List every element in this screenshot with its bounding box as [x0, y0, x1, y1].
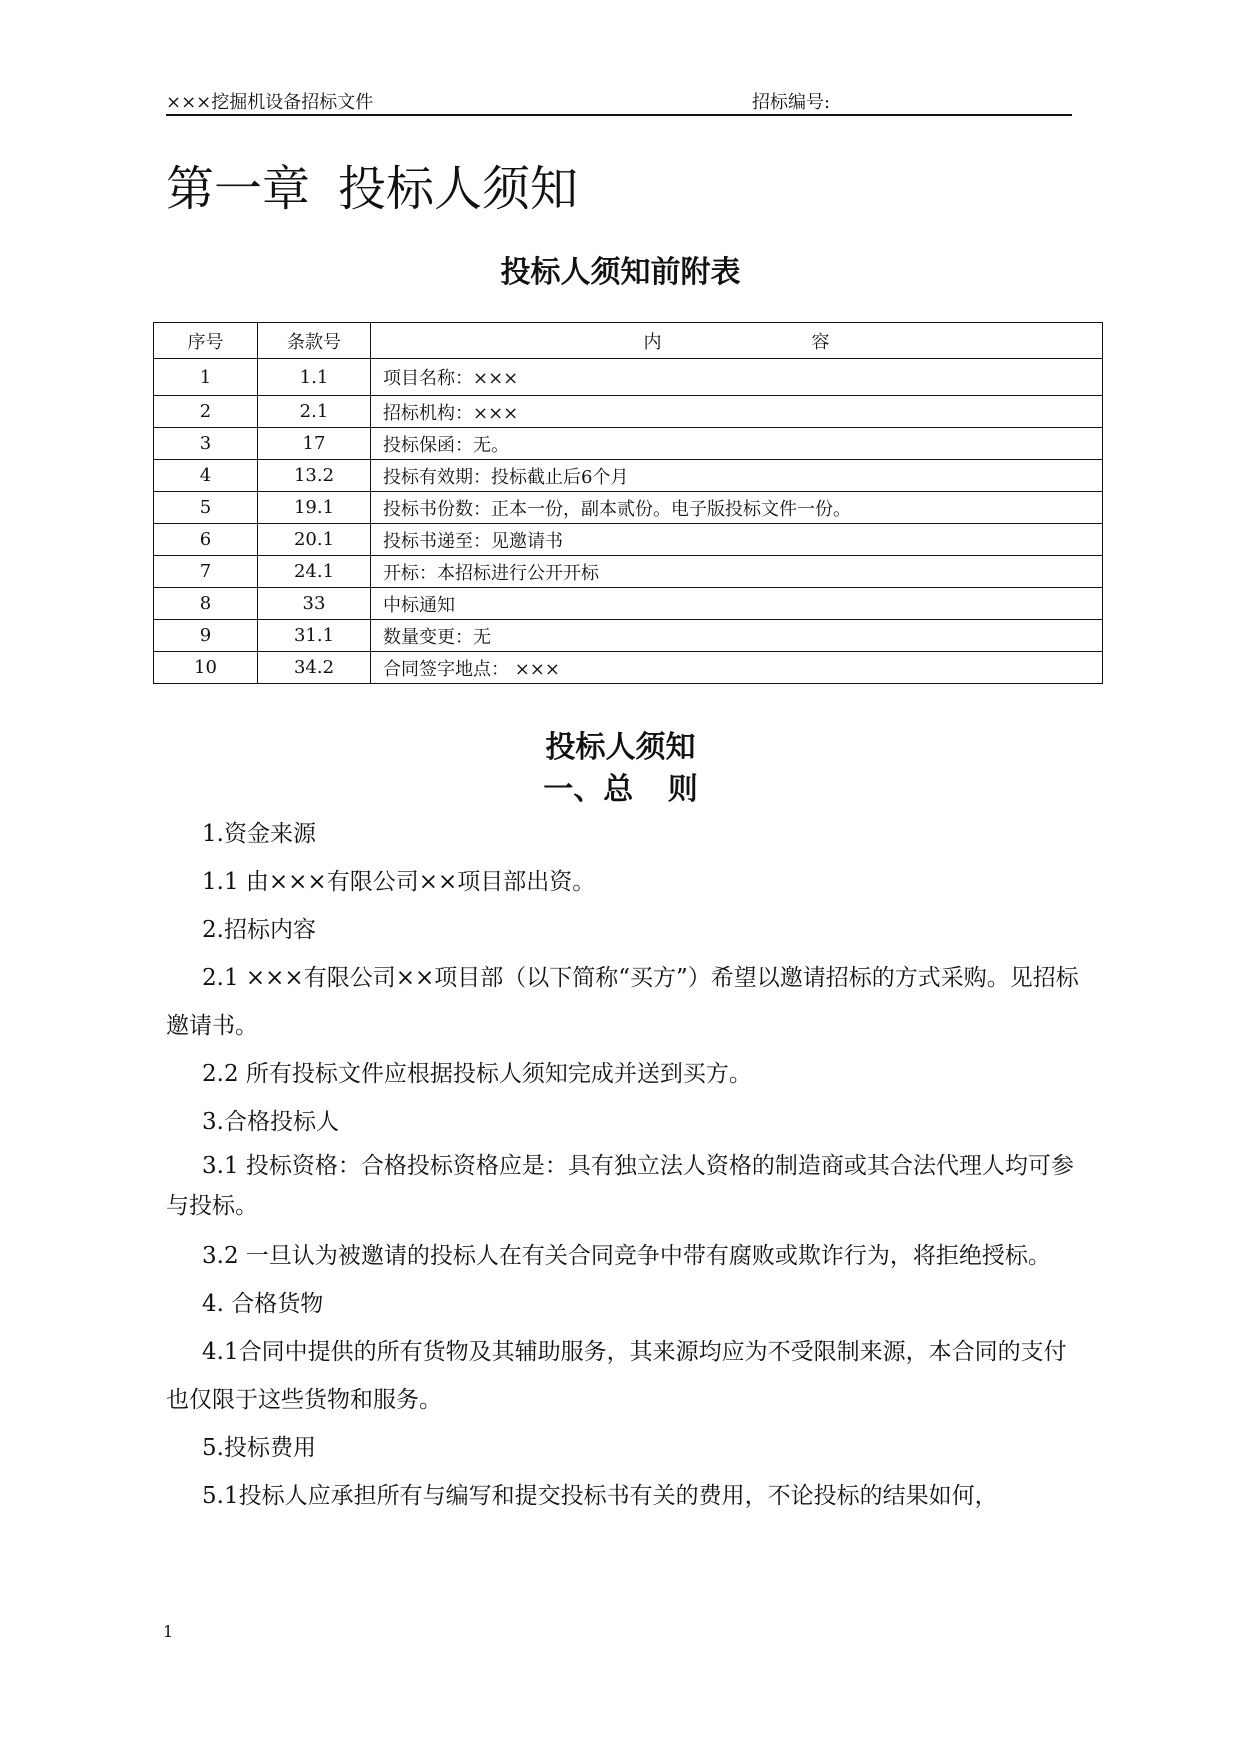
- row-seq: 1: [154, 359, 258, 396]
- table-row: [154, 359, 1103, 396]
- row-clause: 13.2: [258, 460, 371, 492]
- chapter-heading: [166, 150, 578, 219]
- table-row: [154, 428, 1103, 460]
- row-clause: 2.1: [258, 396, 371, 428]
- table-row: [154, 492, 1103, 524]
- row-content: 数量变更：无: [371, 620, 1103, 652]
- table-header-row: [154, 323, 1103, 359]
- row-seq: 6: [154, 524, 258, 556]
- paragraph: 4.1合同中提供的所有货物及其辅助服务，其来源均应为不受限制来源，本合同的支付也仅限于这些货物和服务。: [166, 1339, 1067, 1413]
- row-seq: 10: [154, 652, 258, 684]
- header-content: [371, 323, 1103, 359]
- row-content: 开标：本招标进行公开开标: [371, 556, 1103, 588]
- header-clause: 条款号: [258, 323, 371, 359]
- row-clause: 17: [258, 428, 371, 460]
- row-clause: 34.2: [258, 652, 371, 684]
- paragraph: 2.2 所有投标文件应根据投标人须知完成并送到买方。: [202, 1061, 752, 1087]
- table-row: [154, 524, 1103, 556]
- header-content-part-a: 内: [643, 331, 662, 353]
- row-clause: 24.1: [258, 556, 371, 588]
- body-text: [166, 810, 1082, 1520]
- paragraph: 4. 合格货物: [202, 1291, 324, 1317]
- row-content: 合同签字地点： ×××: [371, 652, 1103, 684]
- paragraph: 5.投标费用: [202, 1435, 316, 1461]
- paragraph: 3.合格投标人: [202, 1109, 339, 1135]
- page-header: [166, 84, 1072, 116]
- row-clause: 20.1: [258, 524, 371, 556]
- front-table: [153, 322, 1103, 684]
- row-content: 投标书份数：正本一份，副本贰份。电子版投标文件一份。: [371, 492, 1103, 524]
- row-seq: 5: [154, 492, 258, 524]
- row-seq: 2: [154, 396, 258, 428]
- row-content: 招标机构：×××: [371, 396, 1103, 428]
- header-content-part-b: 容: [811, 331, 830, 353]
- section-subtitle: 一、总 则: [543, 772, 698, 807]
- chapter-title: 投标人须知: [338, 161, 579, 217]
- row-content: 中标通知: [371, 588, 1103, 620]
- section-title: 投标人须知: [545, 730, 696, 765]
- paragraph: 3.1 投标资格：合格投标资格应是：具有独立法人资格的制造商或其合法代理人均可参与投标。: [166, 1153, 1074, 1219]
- paragraph: 1.资金来源: [202, 821, 316, 847]
- table-row: [154, 652, 1103, 684]
- row-clause: 31.1: [258, 620, 371, 652]
- paragraph: 5.1投标人应承担所有与编写和提交投标书有关的费用，不论投标的结果如何，: [202, 1483, 998, 1509]
- row-seq: 4: [154, 460, 258, 492]
- row-content: 投标书递至：见邀请书: [371, 524, 1103, 556]
- row-content: 项目名称：×××: [371, 359, 1103, 396]
- bid-number-label: 招标编号:: [752, 92, 831, 113]
- page-number: 1: [163, 1622, 174, 1641]
- table-title: 投标人须知前附表: [500, 255, 741, 290]
- row-content: 投标有效期：投标截止后6个月: [371, 460, 1103, 492]
- row-seq: 9: [154, 620, 258, 652]
- table-row: [154, 588, 1103, 620]
- paragraph: 1.1 由×××有限公司××项目部出资。: [202, 869, 596, 895]
- paragraph: 2.1 ×××有限公司××项目部（以下简称“买方”）希望以邀请招标的方式采购。见招标邀请书。: [166, 965, 1079, 1039]
- table-row: [154, 460, 1103, 492]
- row-content: 投标保函：无。: [371, 428, 1103, 460]
- header-seq: 序号: [154, 323, 258, 359]
- paragraph: 2.招标内容: [202, 917, 316, 943]
- chapter-number: 第一章: [166, 161, 311, 217]
- row-clause: 1.1: [258, 359, 371, 396]
- table-row: [154, 620, 1103, 652]
- table-row: [154, 396, 1103, 428]
- row-seq: 3: [154, 428, 258, 460]
- row-seq: 7: [154, 556, 258, 588]
- row-seq: 8: [154, 588, 258, 620]
- paragraph: 3.2 一旦认为被邀请的投标人在有关合同竞争中带有腐败或欺诈行为，将拒绝授标。: [202, 1243, 1051, 1269]
- row-clause: 19.1: [258, 492, 371, 524]
- document-title: ×××挖掘机设备招标文件: [166, 92, 374, 113]
- table-row: [154, 556, 1103, 588]
- row-clause: 33: [258, 588, 371, 620]
